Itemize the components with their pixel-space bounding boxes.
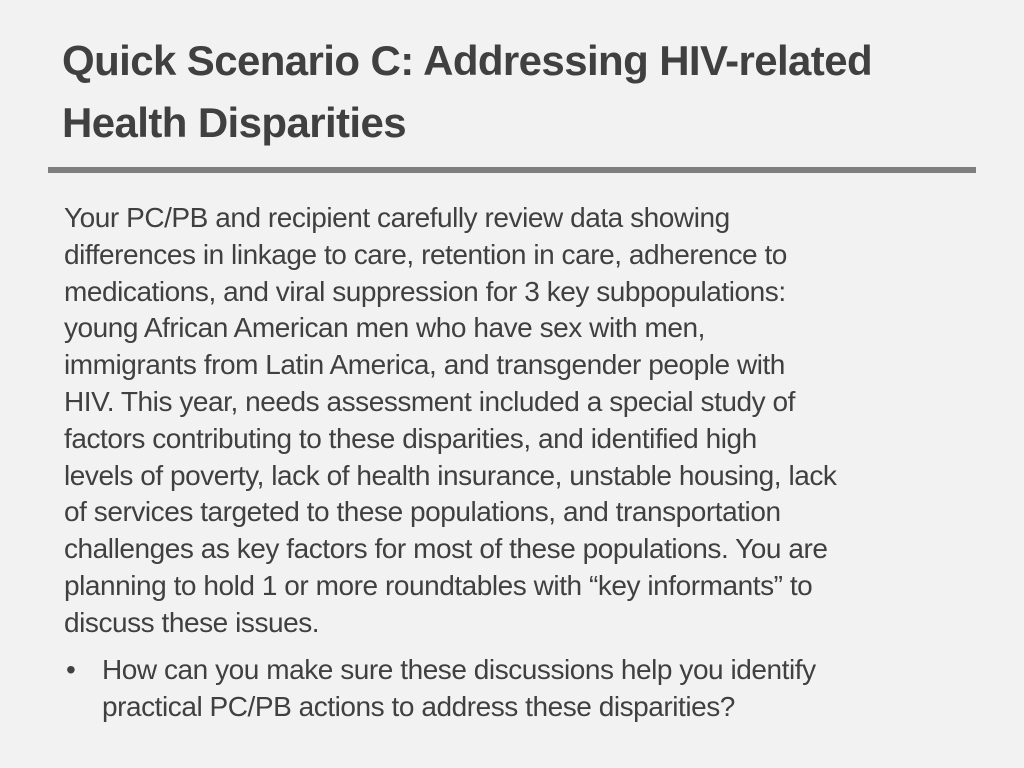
paragraph-line: young African American men who have sex with men, [64,312,705,344]
paragraph-line: factors contributing to these disparities, and identified high [64,422,757,454]
bullet-line: How can you make sure these discussions help you identify [102,654,816,685]
bullet-line: practical PC/PB actions to address these disparities? [102,690,735,722]
paragraph-line: medications, and viral suppression for 3 key subpopulations: [64,275,786,307]
paragraph-line: immigrants from Latin America, and transgender people with [64,349,785,381]
title-divider [48,167,976,173]
title-line-2: Health Disparities [62,99,406,146]
paragraph-line: differences in linkage to care, retention in care, adherence to [64,238,787,270]
paragraph-line: challenges as key factors for most of these populations. You are [64,533,828,565]
scenario-paragraph [64,200,984,642]
paragraph-line: of services targeted to these populations, and transportation [64,496,781,528]
bullet-dot-icon: • [66,654,76,685]
paragraph-line: discuss these issues. [64,606,320,638]
paragraph-line: levels of poverty, lack of health insurance, unstable housing, lack [64,459,837,491]
paragraph-line: HIV. This year, needs assessment included a special study of [64,385,795,417]
paragraph-line: planning to hold 1 or more roundtables with “key informants” to [64,569,813,601]
bullet-text [102,652,982,726]
title-line-1: Quick Scenario C: Addressing HIV-related [62,37,873,84]
slide-title [62,30,982,154]
paragraph-line: Your PC/PB and recipient carefully review data showing [64,202,730,233]
